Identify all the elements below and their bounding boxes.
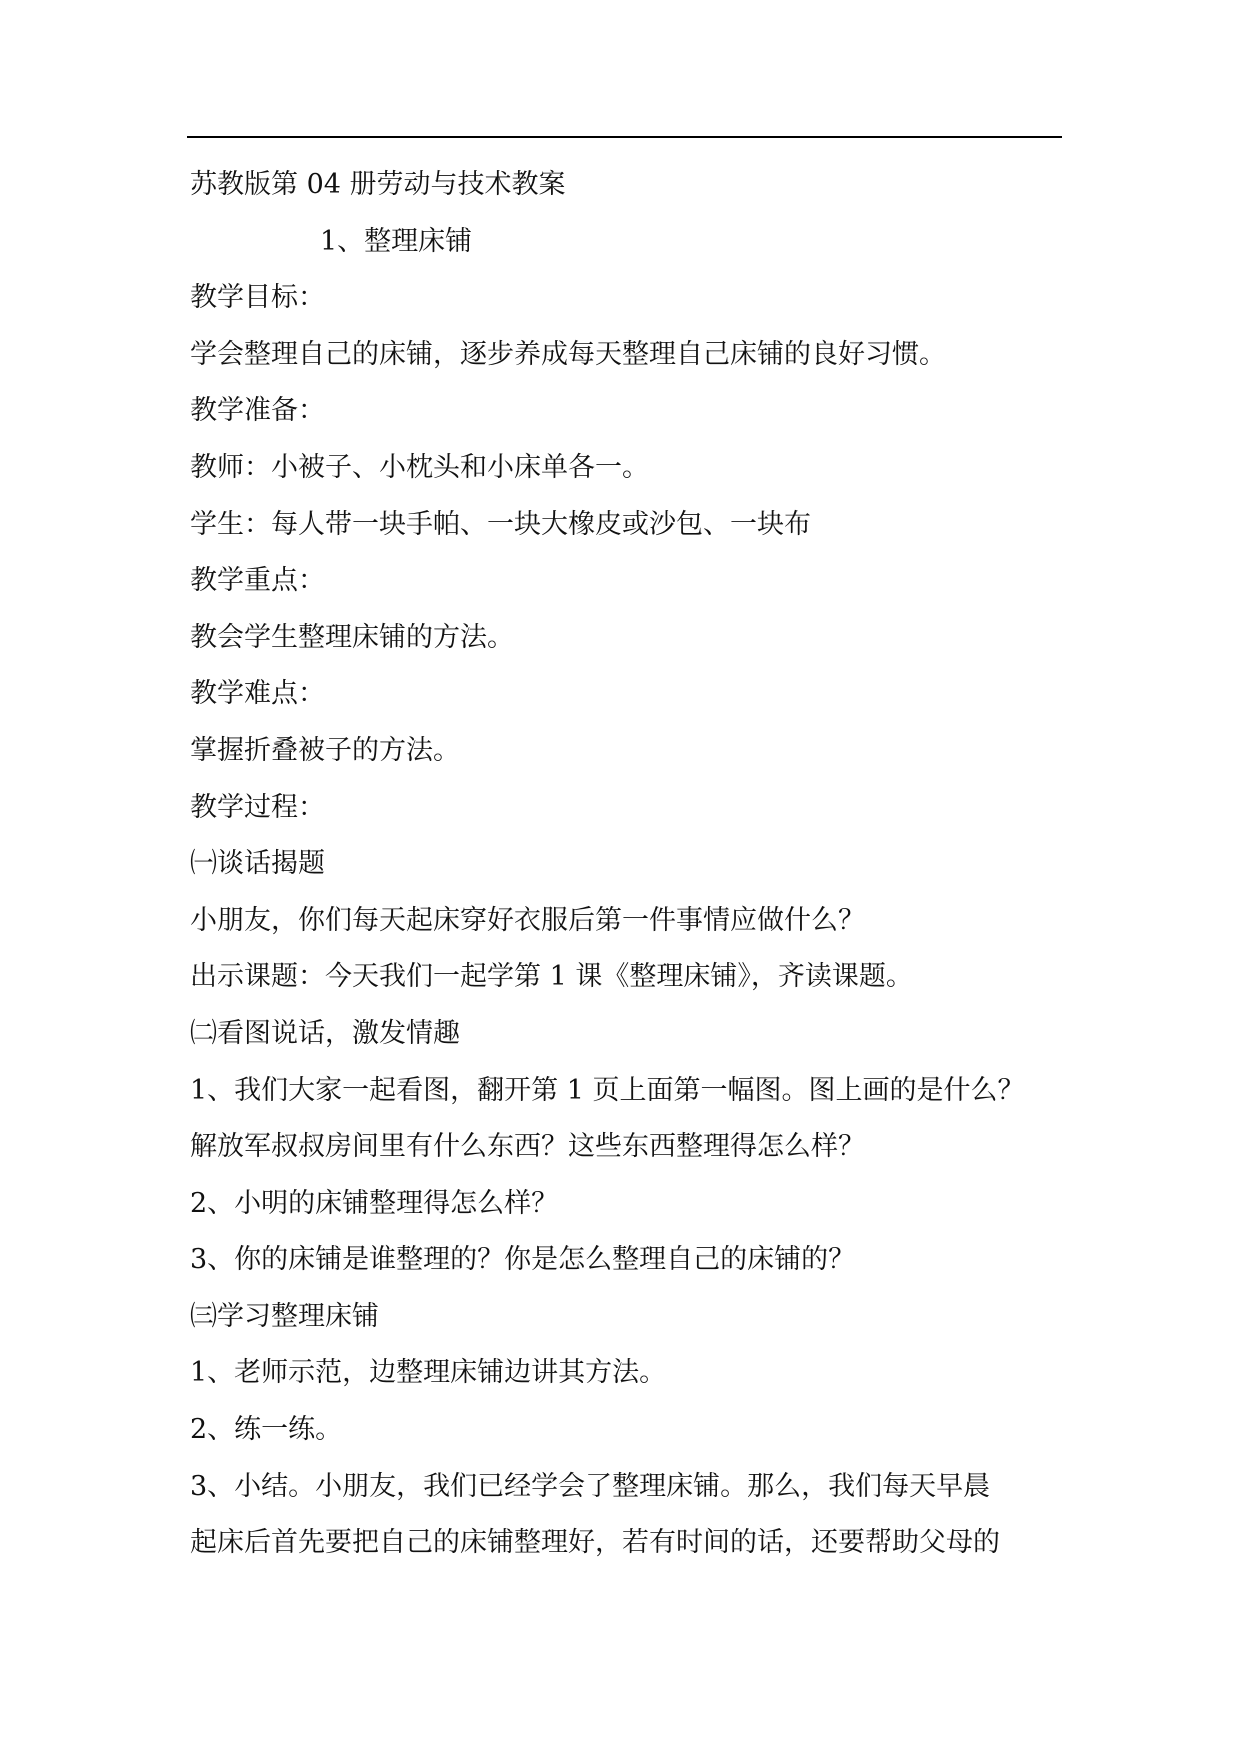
- paragraph-teacher-materials: 教师：小被子、小枕头和小床单各一。: [190, 451, 649, 483]
- paragraph-line: 起床后首先要把自己的床铺整理好，若有时间的话，还要帮助父母的: [190, 1527, 1000, 1559]
- paragraph-line: 2、小明的床铺整理得怎么样？: [190, 1187, 559, 1219]
- document-body: [190, 157, 1070, 1572]
- section-heading-difficulties: 教学难点：: [190, 678, 325, 710]
- paragraph-line: 出示课题：今天我们一起学第 1 课《整理床铺》，齐读课题。: [190, 961, 913, 993]
- paragraph-line: 3、小结。小朋友，我们已经学会了整理床铺。那么，我们每天早晨: [190, 1470, 991, 1502]
- paragraph-difficulties: 掌握折叠被子的方法。: [190, 734, 460, 766]
- section-heading-objectives: 教学目标：: [190, 282, 325, 314]
- section-heading-process: 教学过程：: [190, 791, 325, 823]
- document-title: 苏教版第 04 册劳动与技术教案: [190, 169, 566, 200]
- section-heading-key-points: 教学重点：: [190, 565, 325, 597]
- paragraph-key-points: 教会学生整理床铺的方法。: [190, 621, 514, 653]
- paragraph-line: 1、老师示范，边整理床铺边讲其方法。: [190, 1357, 667, 1389]
- paragraph-line: 1、我们大家一起看图，翻开第 1 页上面第一幅图。图上画的是什么？: [190, 1074, 1025, 1106]
- section-heading-preparation: 教学准备：: [190, 395, 325, 427]
- paragraph-line: 解放军叔叔房间里有什么东西？这些东西整理得怎么样？: [190, 1131, 865, 1163]
- header-rule: [187, 136, 1062, 138]
- lesson-title: 1、整理床铺: [320, 225, 473, 257]
- subsection-heading-3: ㈢学习整理床铺: [190, 1300, 379, 1332]
- subsection-heading-2: ㈡看图说话，激发情趣: [190, 1017, 460, 1049]
- paragraph-line: 小朋友，你们每天起床穿好衣服后第一件事情应做什么？: [190, 904, 865, 936]
- paragraph-line: 2、练一练。: [190, 1414, 343, 1446]
- paragraph-objectives: 学会整理自己的床铺，逐步养成每天整理自己床铺的良好习惯。: [190, 338, 946, 370]
- paragraph-student-materials: 学生：每人带一块手帕、一块大橡皮或沙包、一块布: [190, 508, 811, 540]
- subsection-heading-1: ㈠谈话揭题: [190, 848, 325, 880]
- paragraph-line: 3、你的床铺是谁整理的？你是怎么整理自己的床铺的？: [190, 1244, 856, 1276]
